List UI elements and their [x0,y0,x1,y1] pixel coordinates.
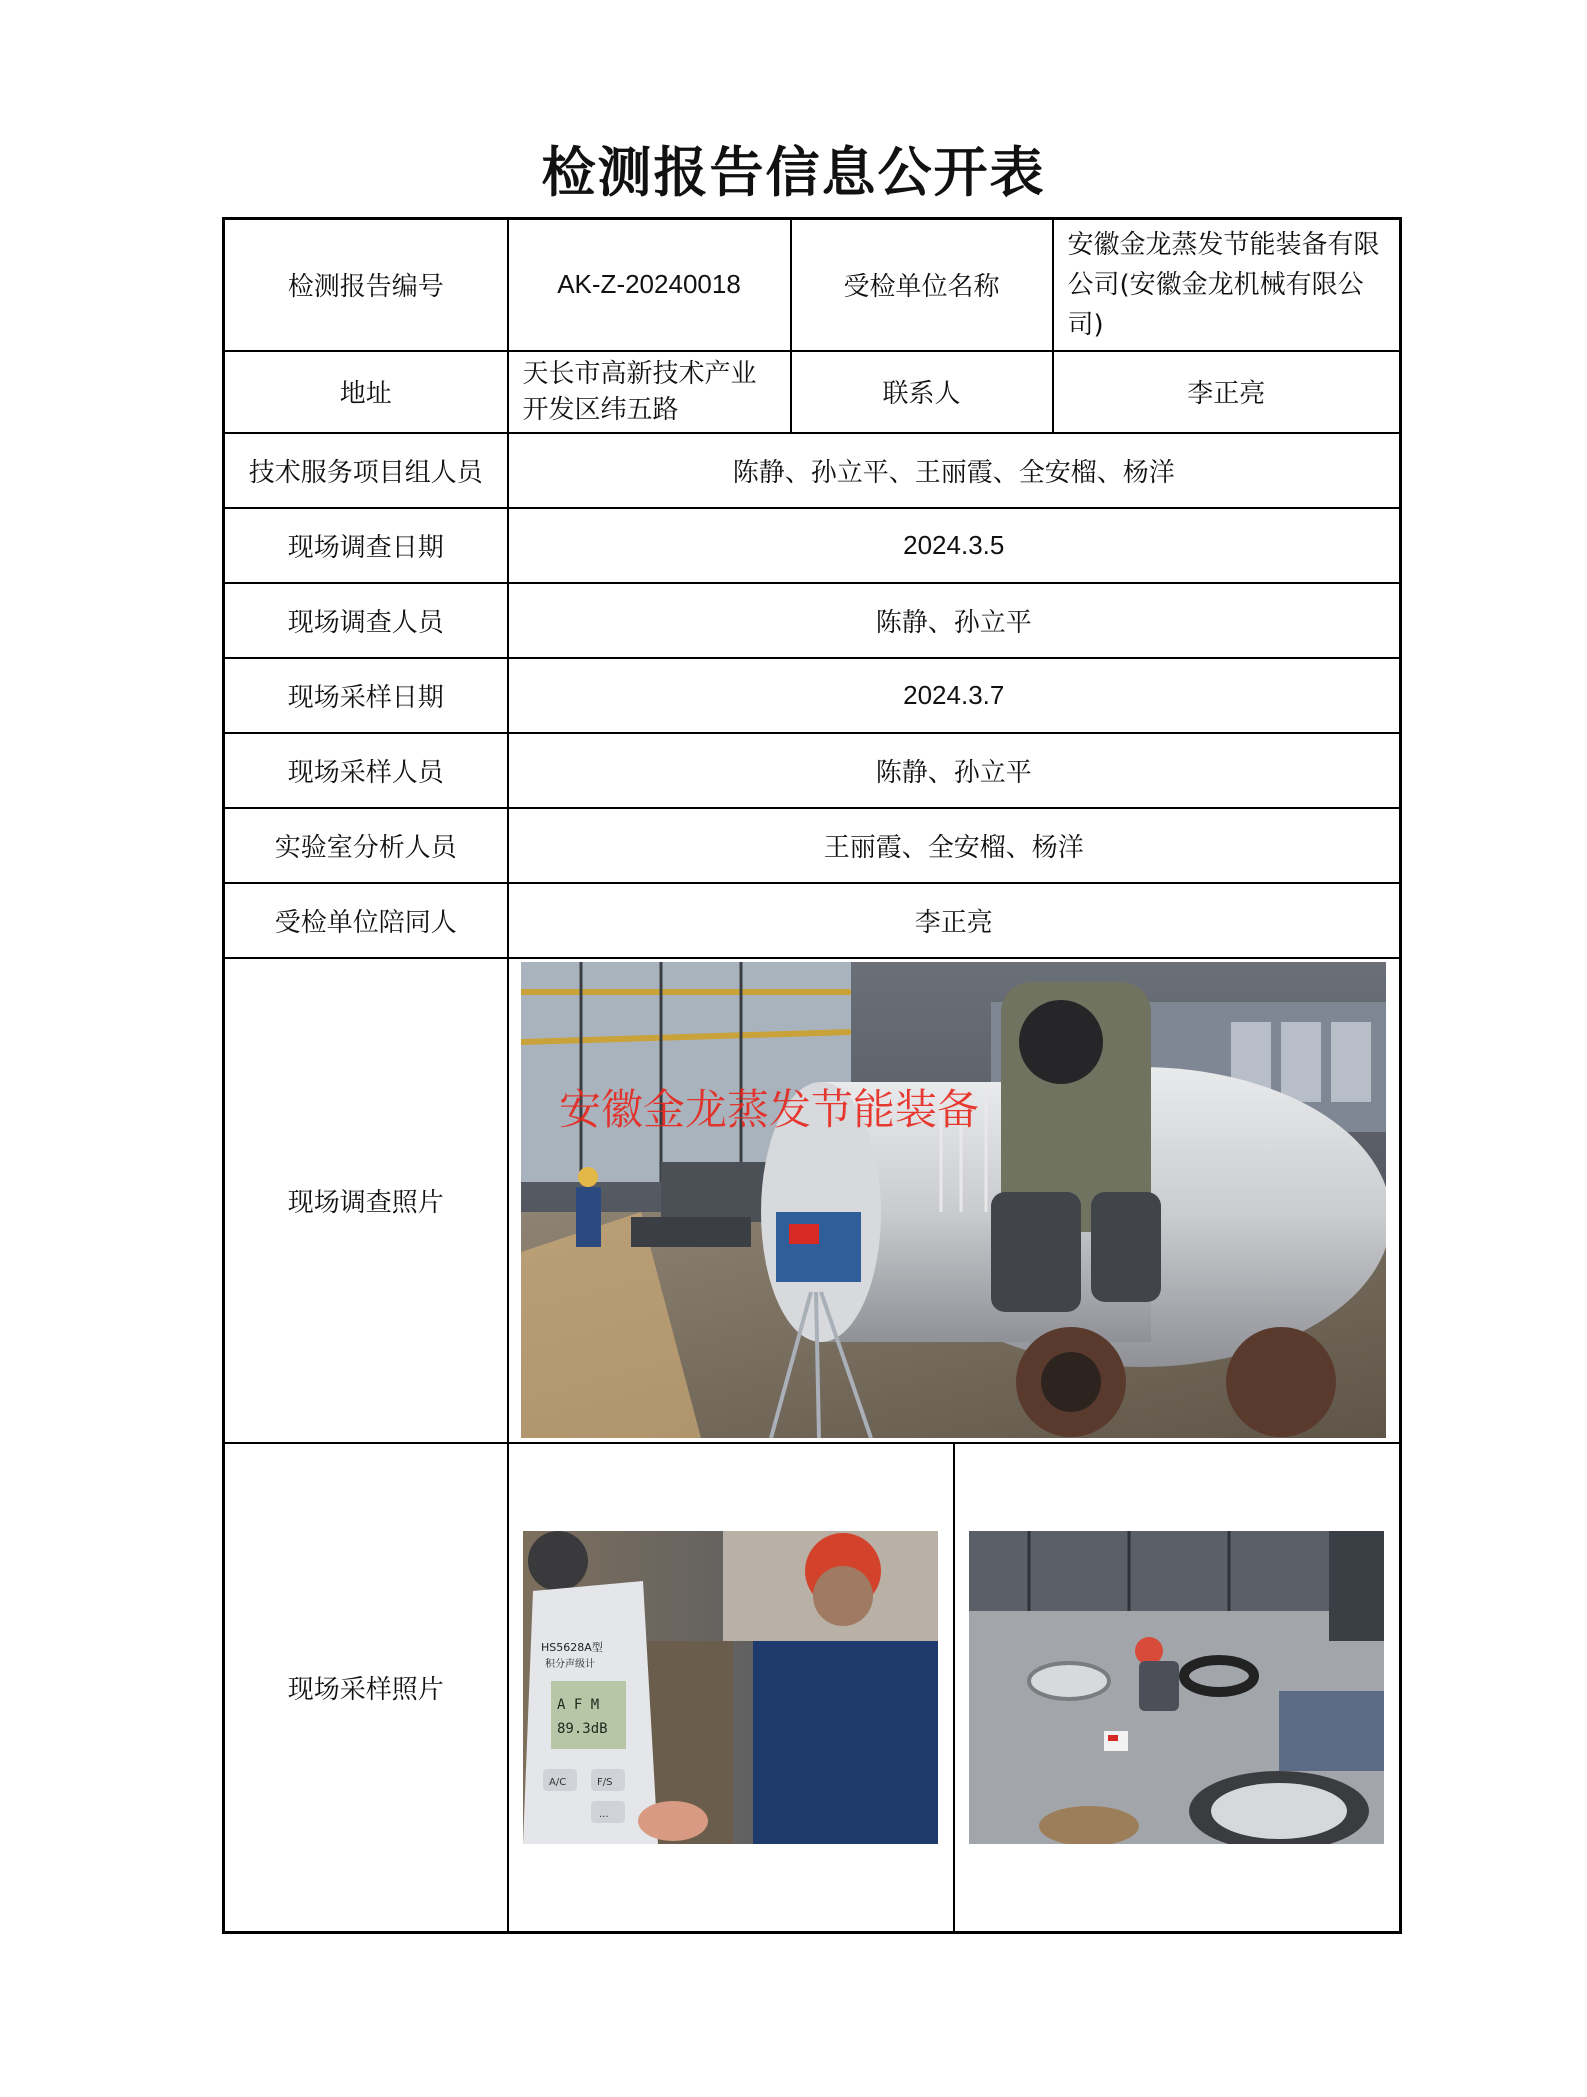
table-row [224,433,1401,508]
survey-date-value: 2024.3.5 [508,508,1401,583]
survey-photo-label: 现场调查照片 [224,958,508,1443]
survey-photo-cell [508,958,1401,1443]
sampling-staff-label: 现场采样人员 [224,733,508,808]
survey-photo [521,962,1386,1438]
team-value: 陈静、孙立平、王丽霞、全安榴、杨洋 [508,433,1401,508]
sampling-photo-meter [523,1531,938,1844]
table-row [224,658,1401,733]
report-table [222,217,1402,1934]
address-value: 天长市高新技术产业开发区纬五路 [508,351,791,433]
sampling-date-value: 2024.3.7 [508,658,1401,733]
lab-staff-value: 王丽霞、全安榴、杨洋 [508,808,1401,883]
table-row [224,808,1401,883]
table-row [224,1443,1401,1933]
sampling-date-label: 现场采样日期 [224,658,508,733]
survey-photo-overlay: 安徽金龙蒸发节能装备 [559,1085,980,1134]
table-row [224,883,1401,958]
report-no-value: AK-Z-20240018 [508,219,791,351]
sampling-photo-workshop [969,1531,1384,1844]
table-row [224,733,1401,808]
table-row [224,508,1401,583]
survey-staff-label: 现场调查人员 [224,583,508,658]
sampling-photo-label: 现场采样照片 [224,1443,508,1933]
sampling-photo-cell-2 [954,1443,1401,1933]
meter-model: HS5628A型 [541,1640,603,1654]
meter-key-3: ... [599,1808,609,1820]
meter-key-ac: A/C [549,1776,567,1788]
report-no-label: 检测报告编号 [224,219,508,351]
escort-value: 李正亮 [508,883,1401,958]
survey-staff-value: 陈静、孙立平 [508,583,1401,658]
survey-date-label: 现场调查日期 [224,508,508,583]
page-title: 检测报告信息公开表 [541,140,1046,204]
meter-mode: A F M [557,1696,600,1713]
sampling-photo-cell-1 [508,1443,954,1933]
meter-reading: 89.3dB [557,1720,608,1737]
team-label: 技术服务项目组人员 [224,433,508,508]
meter-key-fs: F/S [597,1776,613,1788]
table-row [224,219,1401,351]
table-row [224,351,1401,433]
contact-label: 联系人 [791,351,1053,433]
lab-staff-label: 实验室分析人员 [224,808,508,883]
table-row [224,583,1401,658]
contact-value: 李正亮 [1053,351,1401,433]
unit-value: 安徽金龙蒸发节能装备有限公司(安徽金龙机械有限公司) [1053,219,1401,351]
table-row [224,958,1401,1443]
meter-name: 积分声级计 [545,1658,595,1670]
address-label: 地址 [224,351,508,433]
sampling-staff-value: 陈静、孙立平 [508,733,1401,808]
unit-label: 受检单位名称 [791,219,1053,351]
escort-label: 受检单位陪同人 [224,883,508,958]
